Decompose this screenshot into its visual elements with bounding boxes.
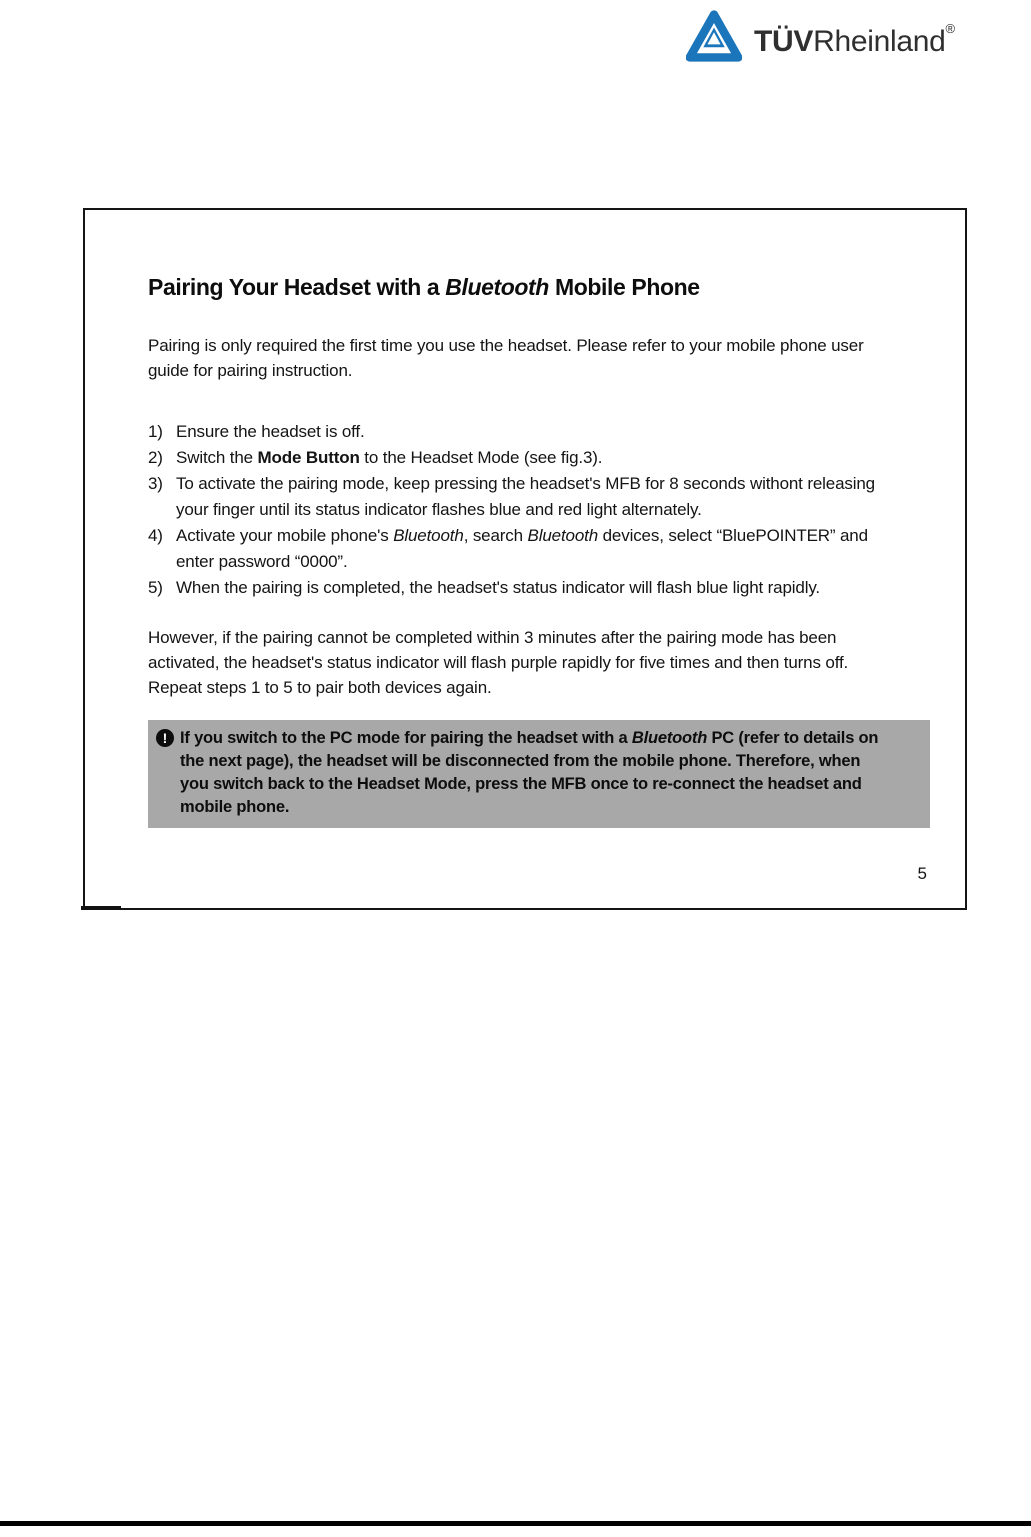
manual-page-scan xyxy=(83,208,967,910)
step-text-segment: Switch the xyxy=(176,448,258,467)
scan-artifact-line xyxy=(81,906,121,910)
page-title xyxy=(148,274,925,301)
title-segment: Mobile Phone xyxy=(548,274,700,300)
step-text xyxy=(176,575,908,601)
warning-text-segment: If you switch to the PC mode for pairing the headset with a xyxy=(180,729,632,747)
logo-text-tuv: TÜV xyxy=(754,25,814,58)
bluetooth-word: Bluetooth xyxy=(631,729,708,747)
bottom-rule xyxy=(0,1521,1031,1526)
logo-wordmark xyxy=(754,21,955,59)
warning-icon: ! xyxy=(156,729,174,747)
step-4 xyxy=(148,523,908,575)
step-1 xyxy=(148,419,908,445)
registered-trademark-symbol: ® xyxy=(945,21,955,36)
step-text xyxy=(176,419,908,445)
step-text xyxy=(176,471,908,523)
step-text-segment: Ensure the headset is off. xyxy=(176,422,365,441)
step-text-segment: to the Headset Mode (see fig.3). xyxy=(359,448,603,467)
step-number: 4) xyxy=(148,526,163,545)
step-5 xyxy=(148,575,908,601)
step-text-segment: , search xyxy=(463,526,528,545)
manual-page-content xyxy=(85,210,965,828)
warning-text-segment: PC (refer to details on the next page), the headset will be disconnected from the mobile phone. Therefore, when you switch back to the Headset Mode, press the MFB once to re-connect the headset and mobile phone. xyxy=(180,729,879,816)
tuv-rheinland-logo xyxy=(686,8,955,64)
step-number: 5) xyxy=(148,578,163,597)
mode-button-emphasis: Mode Button xyxy=(257,448,360,467)
step-number: 2) xyxy=(148,448,163,467)
logo-text-rheinland: Rheinland xyxy=(813,25,946,58)
pairing-steps-list xyxy=(148,419,908,601)
warning-note xyxy=(148,720,930,828)
step-2 xyxy=(148,445,908,471)
step-text-segment: To activate the pairing mode, keep pressing the headset's MFB for 8 seconds withont releasing your finger until its status indicator flashes blue and red light alternately. xyxy=(176,474,875,519)
bluetooth-word: Bluetooth xyxy=(527,526,599,545)
step-number: 3) xyxy=(148,474,163,493)
step-text-segment: Activate your mobile phone's xyxy=(176,526,394,545)
bluetooth-word: Bluetooth xyxy=(393,526,464,545)
step-text-segment: When the pairing is completed, the headset's status indicator will flash blue light rapidly. xyxy=(176,578,820,597)
step-text-segment: devices, select “BluePOINTER” and enter password “0000”. xyxy=(176,526,868,571)
title-segment: Pairing Your Headset with a xyxy=(148,274,446,300)
step-number: 1) xyxy=(148,422,163,441)
step-text xyxy=(176,445,908,471)
step-3 xyxy=(148,471,908,523)
warning-text xyxy=(180,727,886,819)
step-text xyxy=(176,523,908,575)
tuv-triangle-icon xyxy=(686,8,742,64)
page-number: 5 xyxy=(917,864,927,883)
intro-paragraph: Pairing is only required the first time you use the headset. Please refer to your mobile phone user guide for pairing instruction. xyxy=(148,336,864,380)
title-bluetooth-word: Bluetooth xyxy=(445,274,549,300)
timeout-paragraph: However, if the pairing cannot be completed within 3 minutes after the pairing mode has been activated, the headset's status indicator will flash purple rapidly for five times and then turns off. Repeat steps 1 to 5 to pair both devices again. xyxy=(148,628,849,697)
